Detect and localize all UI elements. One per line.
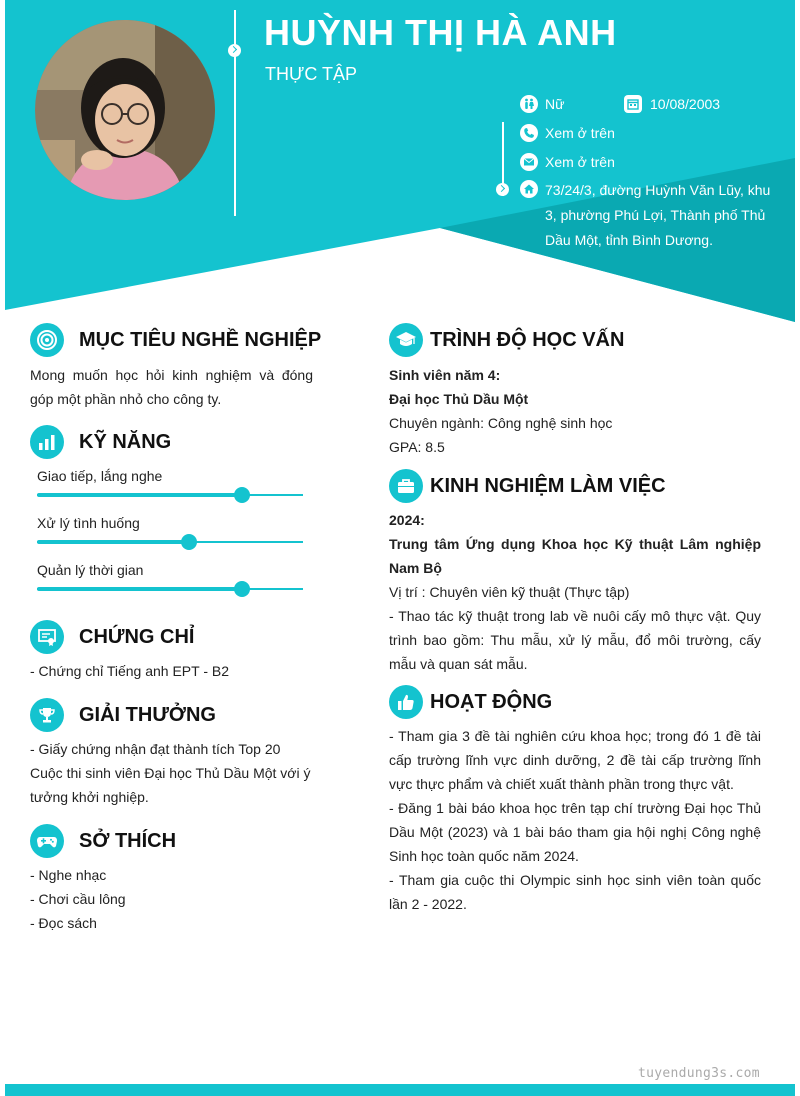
hobby-item: - Đọc sách bbox=[30, 915, 97, 931]
awards-title: GIẢI THƯỞNG bbox=[79, 703, 216, 726]
awards-section-header bbox=[30, 698, 216, 732]
thumbs-up-icon bbox=[389, 685, 423, 719]
footer-bar bbox=[5, 1084, 795, 1096]
skill-fill bbox=[37, 587, 242, 591]
activity-item: - Đăng 1 bài báo khoa học trên tạp chí trường Đại học Thủ Dầu Một (2023) và 1 bài báo tham gia hội nghị Công nghệ Sinh học toàn quốc năm 2024. bbox=[389, 800, 761, 864]
email-value[interactable]: Xem ở trên bbox=[545, 154, 615, 170]
skill-bar bbox=[37, 588, 303, 590]
activities-title: HOẠT ĐỘNG bbox=[430, 690, 553, 713]
gamepad-icon bbox=[30, 824, 64, 858]
education-period: Sinh viên năm 4: bbox=[389, 367, 501, 383]
education-section-header bbox=[389, 323, 624, 357]
skill-knob bbox=[234, 581, 250, 597]
email-icon bbox=[520, 153, 538, 171]
awards-text: - Giấy chứng nhận đạt thành tích Top 20 Cuộc thi sinh viên Đại học Thủ Dầu Một với ý tưởng khởi nghiệp. bbox=[30, 741, 311, 805]
experience-section-header bbox=[389, 469, 666, 503]
activity-item: - Tham gia cuộc thi Olympic sinh học sinh viên toàn quốc lần 2 - 2022. bbox=[389, 872, 761, 912]
skills-section-header bbox=[30, 425, 171, 459]
skill-fill bbox=[37, 540, 189, 544]
hobby-item: - Chơi cầu lông bbox=[30, 891, 126, 907]
contact-timeline-dot bbox=[496, 183, 509, 196]
candidate-name: HUỲNH THỊ HÀ ANH bbox=[264, 12, 617, 53]
hobby-item: - Nghe nhạc bbox=[30, 867, 107, 883]
experience-title: KINH NGHIỆM LÀM VIỆC bbox=[430, 474, 666, 497]
skill-label: Xử lý tình huống bbox=[37, 515, 140, 531]
watermark: tuyendung3s.com bbox=[638, 1066, 760, 1081]
hobbies-list bbox=[30, 863, 126, 935]
hobbies-section-header bbox=[30, 824, 176, 858]
objective-section-header bbox=[30, 323, 321, 357]
education-gpa: GPA: 8.5 bbox=[389, 439, 445, 455]
education-content bbox=[389, 363, 761, 459]
skill-knob bbox=[234, 487, 250, 503]
address-line: 73/24/3, đường Huỳnh Văn Lũy, khu bbox=[545, 182, 771, 198]
activities-content bbox=[389, 724, 761, 916]
experience-year: 2024: bbox=[389, 512, 425, 528]
experience-company: Trung tâm Ứng dụng Khoa học Kỹ thuật Lâm nghiệp Nam Bộ bbox=[389, 536, 761, 576]
address-line: 3, phường Phú Lợi, Thành phố Thủ bbox=[545, 207, 766, 223]
certificate-item: - Chứng chỉ Tiếng anh EPT - B2 bbox=[30, 663, 229, 679]
trophy-icon bbox=[30, 698, 64, 732]
experience-description: - Thao tác kỹ thuật trong lab về nuôi cấy mô thực vật. Quy trình bao gồm: Thu mẫu, xử lý mẫu, đổ môi trường, cấy mẫu và quan sát mẫu. bbox=[389, 608, 761, 672]
timeline-line bbox=[234, 10, 236, 216]
avatar bbox=[35, 20, 215, 200]
gender-value: Nữ bbox=[545, 96, 565, 112]
certificates-section-header bbox=[30, 620, 194, 654]
phone-icon bbox=[520, 124, 538, 142]
timeline-dot bbox=[228, 44, 241, 57]
skill-bar bbox=[37, 494, 303, 496]
target-icon bbox=[30, 323, 64, 357]
skill-knob bbox=[181, 534, 197, 550]
address-value bbox=[545, 178, 775, 253]
certificate-icon bbox=[30, 620, 64, 654]
graduation-cap-icon bbox=[389, 323, 423, 357]
skill-bar bbox=[37, 541, 303, 543]
calendar-icon bbox=[624, 95, 642, 113]
education-major: Chuyên ngành: Công nghệ sinh học bbox=[389, 415, 613, 431]
birthday-value: 10/08/2003 bbox=[650, 96, 721, 112]
home-icon bbox=[520, 180, 538, 198]
skills-title: KỸ NĂNG bbox=[79, 430, 172, 453]
hobbies-title: SỞ THÍCH bbox=[79, 829, 177, 852]
activities-section-header bbox=[389, 685, 552, 719]
activity-item: - Tham gia 3 đề tài nghiên cứu khoa học; trong đó 1 đề tài cấp trường lĩnh vực dinh dưỡng, 2 đề tài cấp trường lĩnh vực thực phẩm và chiết xuất thành phần trong thực vật. bbox=[389, 728, 761, 792]
objective-title: MỤC TIÊU NGHỀ NGHIỆP bbox=[79, 328, 322, 351]
education-school: Đại học Thủ Dầu Một bbox=[389, 391, 529, 407]
job-title: THỰC TẬP bbox=[265, 64, 358, 84]
certificates-title: CHỨNG CHỈ bbox=[79, 625, 195, 648]
education-title: TRÌNH ĐỘ HỌC VẤN bbox=[430, 328, 625, 351]
phone-value[interactable]: Xem ở trên bbox=[545, 125, 615, 141]
address-line: Dầu Một, tỉnh Bình Dương. bbox=[545, 232, 713, 248]
skill-label: Quản lý thời gian bbox=[37, 562, 144, 578]
skill-label: Giao tiếp, lắng nghe bbox=[37, 468, 163, 484]
gender-icon bbox=[520, 95, 538, 113]
briefcase-icon bbox=[389, 469, 423, 503]
bar-chart-icon bbox=[30, 425, 64, 459]
experience-position: Vị trí : Chuyên viên kỹ thuật (Thực tập) bbox=[389, 584, 630, 600]
skill-fill bbox=[37, 493, 242, 497]
experience-content bbox=[389, 508, 761, 676]
objective-text: Mong muốn học hỏi kinh nghiệm và đóng góp một phần nhỏ cho công ty. bbox=[30, 367, 313, 407]
